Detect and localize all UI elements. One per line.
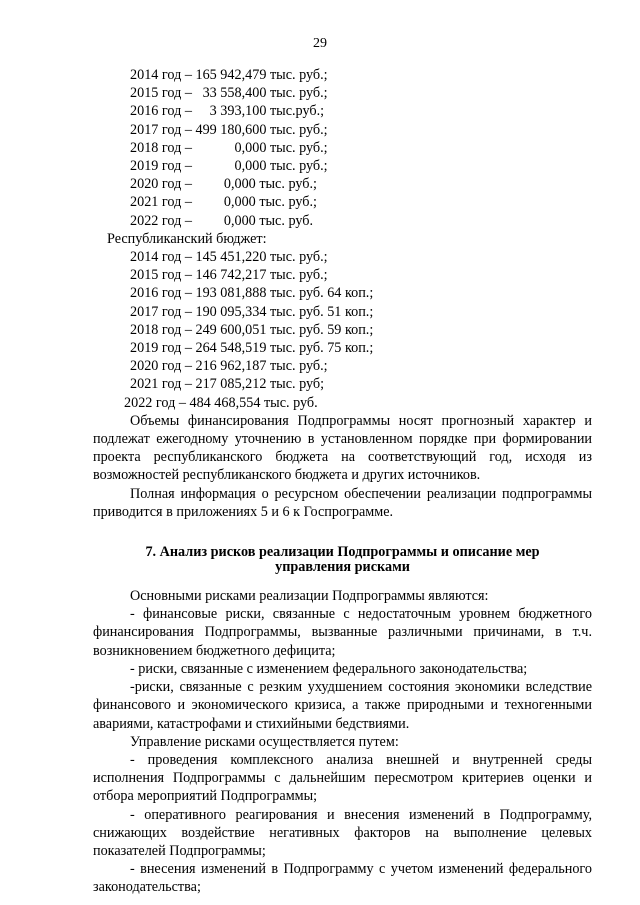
forecast-paragraph: Объемы финансирования Подпрограммы носят прогнозный характер и подлежат ежегодному уточнению в установленном порядке при формировании проекта республиканского бюджета на соответствующий год, исходя из возможностей республиканского бюджета и других источников. <box>93 412 592 484</box>
measure-item: - проведения комплексного анализа внешней и внутренней среды исполнения Подпрограммы с дальнейшим пересмотром критериев оценки и отбора мероприятий Подпрограммы; <box>93 751 592 805</box>
risk-item: -риски, связанные с резким ухудшением состояния экономики вследствие финансового и экономического кризиса, а также природными и техногенными авариями, катастрофами и стихийными бедствиями. <box>93 679 592 732</box>
federal-budget-line: 2015 год – 33 558,400 тыс. руб.; <box>130 85 328 102</box>
republican-budget-line: 2018 год – 249 600,051 тыс. руб. 59 коп.; <box>130 321 374 338</box>
republican-budget-line: 2015 год – 146 742,217 тыс. руб.; <box>130 267 328 284</box>
document-body <box>93 66 592 897</box>
republican-budget-line: 2022 год – 484 468,554 тыс. руб. <box>124 394 318 411</box>
federal-budget-line: 2019 год – 0,000 тыс. руб.; <box>130 158 328 175</box>
federal-budget-line: 2022 год – 0,000 тыс. руб. <box>130 212 314 229</box>
federal-budget-line: 2018 год – 0,000 тыс. руб.; <box>130 139 328 156</box>
federal-budget-line: 2017 год – 499 180,600 тыс. руб.; <box>130 121 328 138</box>
risk-item: - финансовые риски, связанные с недостаточным уровнем бюджетного финансирования Подпрограммы, вызванные различными причинами, в т.ч. возникновением бюджетного дефицита; <box>93 606 592 659</box>
measure-item: - оперативного реагирования и внесения изменений в Подпрограмму, снижающих воздействие негативных факторов на выполнение целевых показателей Подпрограммы; <box>93 806 592 859</box>
republican-budget-line: 2020 год – 216 962,187 тыс. руб.; <box>130 358 328 375</box>
republican-budget-line: 2014 год – 145 451,220 тыс. руб.; <box>130 249 328 266</box>
section-heading: 7. Анализ рисков реализации Подпрограммы и описание мер управления рисками <box>145 544 540 576</box>
republican-budget-line: 2016 год – 193 081,888 тыс. руб. 64 коп.; <box>130 285 374 302</box>
federal-budget-line: 2020 год – 0,000 тыс. руб.; <box>130 176 317 193</box>
risk-item: - риски, связанные с изменением федерального законодательства; <box>130 660 528 677</box>
info-paragraph: Полная информация о ресурсном обеспечении реализации подпрограммы приводится в приложениях 5 и 6 к Госпрограмме. <box>93 485 592 520</box>
page-number: 29 <box>313 36 327 51</box>
federal-budget-line: 2014 год – 165 942,479 тыс. руб.; <box>130 67 328 83</box>
republican-budget-line: 2017 год – 190 095,334 тыс. руб. 51 коп.; <box>130 303 374 320</box>
risks-intro: Основными рисками реализации Подпрограммы являются: <box>130 588 489 605</box>
federal-budget-line: 2016 год – 3 393,100 тыс.руб.; <box>130 103 325 120</box>
republican-budget-line: 2021 год – 217 085,212 тыс. руб; <box>130 376 325 393</box>
federal-budget-list <box>93 66 592 230</box>
republican-budget-list <box>93 248 592 412</box>
republican-budget-line: 2019 год – 264 548,519 тыс. руб. 75 коп.; <box>130 340 374 357</box>
management-intro: Управление рисками осуществляется путем: <box>130 733 399 750</box>
republican-budget-label: Республиканский бюджет: <box>107 230 267 247</box>
federal-budget-line: 2021 год – 0,000 тыс. руб.; <box>130 194 317 211</box>
measure-item: - внесения изменений в Подпрограмму с учетом изменений федерального законодательства; <box>93 861 592 896</box>
